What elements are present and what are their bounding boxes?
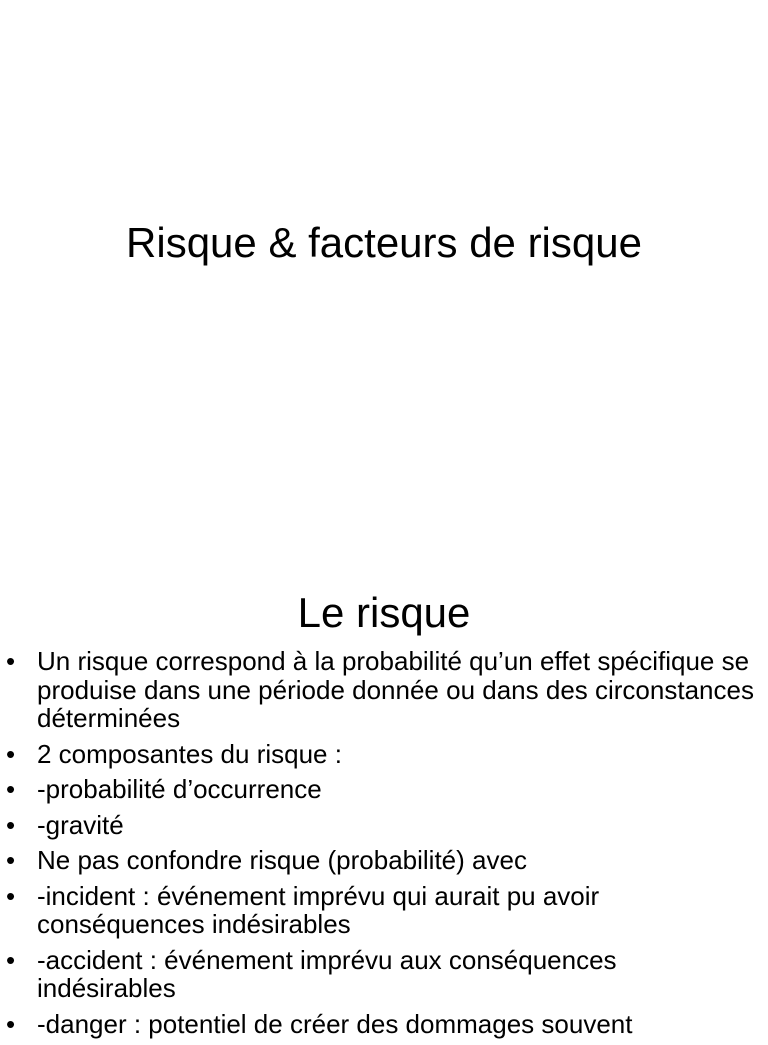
- bullet-icon: •: [6, 809, 16, 840]
- bullet-text: -probabilité d’occurrence: [37, 774, 322, 804]
- bullet-item-components: [0, 740, 768, 769]
- bullet-icon: •: [6, 880, 16, 911]
- section-heading: Le risque: [297, 589, 471, 636]
- bullet-text: Un risque correspond à la probabilité qu’un effet spécifique se produise dans une période donnée ou dans des circonstances déterminées: [37, 646, 754, 733]
- bullet-icon: •: [6, 1008, 16, 1039]
- bullet-icon: •: [6, 646, 16, 676]
- bullet-item-incident: [0, 882, 768, 939]
- bullet-item-probability: [0, 775, 768, 804]
- bullet-icon: •: [6, 944, 16, 975]
- bullet-item-accident: [0, 946, 768, 1003]
- bullet-icon: •: [6, 738, 16, 769]
- bullet-text: Ne pas confondre risque (probabilité) avec: [37, 845, 527, 875]
- bullet-item-severity: [0, 811, 768, 840]
- slide-title: Risque & facteurs de risque: [126, 219, 642, 266]
- bullet-icon: •: [6, 845, 16, 875]
- bullet-list: [0, 647, 768, 1045]
- bullet-item-definition: [0, 647, 768, 733]
- bullet-text: 2 composantes du risque :: [37, 738, 342, 769]
- bullet-text: -accident : événement imprévu aux conséquences indésirables: [37, 944, 617, 1003]
- bullet-text: -danger : potentiel de créer des dommages souvent: [37, 1008, 633, 1039]
- bullet-item-confusion: [0, 846, 768, 875]
- bullet-text: -incident : événement imprévu qui aurait pu avoir conséquences indésirables: [37, 880, 600, 939]
- bullet-icon: •: [6, 774, 16, 804]
- bullet-text: -gravité: [37, 809, 124, 840]
